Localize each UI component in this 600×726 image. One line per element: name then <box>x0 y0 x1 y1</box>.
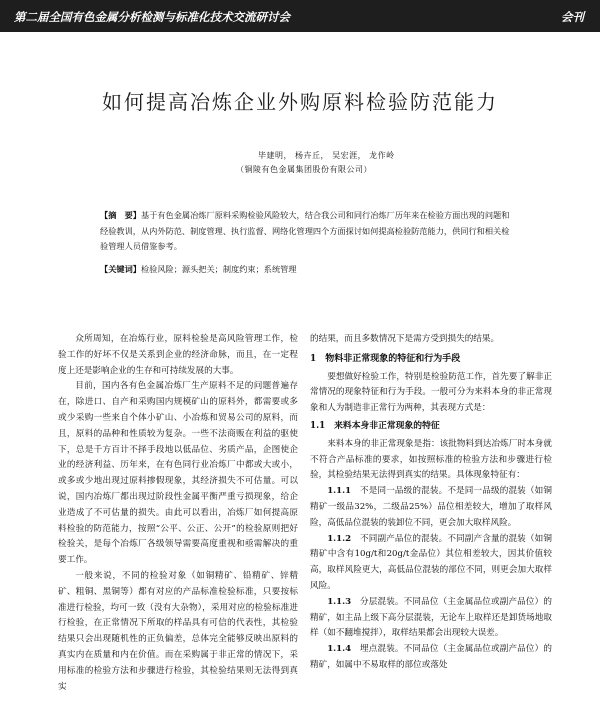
keywords-label: 【关键词】 <box>100 264 141 274</box>
paragraph: 目前，国内各有色金属冶炼厂生产原料不足的问题普遍存在，除进口、自产和采购国内规模矿山的原料外，都需要或多或少采购一些来自个体小矿山、小冶炼和贸易公司的原料，而且，原料的品种和性质较为复杂。一些不法商贩在利益的驱使下，总是千方百计不择手段地以低品位、劣质产品，企图使企业的经济利益、历年来，在有色同行业冶炼厂中都或大或小，或多或少地出现过原料掺假现象，其经济损失不可估量。可以说，国内冶炼厂都出现过阶段性金属平衡严重亏损现象，给企业造成了不可估量的损失。由此可以看出，冶炼厂如何提高原料检验的防范能力，按照“公平、公正、公开”的检验原则把好检验关，是每个冶炼厂各级领导需要高度重视和亟需解决的重要工作。 <box>58 381 298 566</box>
keywords-text: 检验风险；源头把关；制度约束；系统管理 <box>140 264 297 274</box>
affiliation: （铜陵有色金属集团股份有限公司） <box>236 165 372 174</box>
left-column <box>58 332 298 695</box>
paragraph: 众所周知，在冶炼行业，原料检验是高风险管理工作，检验工作的好坏不仅是关系到企业的经济命脉，而且，在一定程度上还是影响企业的生存和可持续发展的大事。 <box>58 334 298 376</box>
subsection-heading: 1.1 来料本身非正常现象的特征 <box>310 420 440 431</box>
list-item: 1.1.3 分层混装。不同品位（主金属品位或副产品位）的精矿，如主品上级下高分层混装，无论车上取样还是卸货场地取样（如不翻堆搅拌），取样结果都会出现较大误差。 <box>310 596 552 639</box>
list-item: 1.1.4 埋点混装。不同品位（主金属品位或副产品位）的精矿，如属中不易取样的部位或落处 <box>310 644 552 670</box>
abstract-label: 【摘 要】 <box>100 210 141 220</box>
conference-name: 第二届全国有色金属分析检测与标准化技术交流研讨会 <box>14 10 290 24</box>
section-label: 会刊 <box>561 10 584 24</box>
list-item: 1.1.2 不同副产品位的混装。不同副产含量的混装（如铜精矿中含有10g/t和20g/t金品位）其位相差较大，因其价值较高，取样风险更大，高低品位混装的部位不同，则更会加大取样风险。 <box>310 533 552 591</box>
paragraph: 的结果，而且多数情况下是需方受到损失的结果。 <box>310 334 500 344</box>
authors: 毕建明， 杨卉丘， 吴宏涯， 龙作岭 <box>258 151 395 160</box>
paragraph: 来料本身的非正常现象是指：该批物料到达冶炼厂时本身就不符合产品标准的要求，如按照标准的检验方法和步骤进行检验，其检验结果无法得到真实的结果。具体现象特征有： <box>310 438 552 481</box>
section-heading: 1 物料非正常现象的特征和行为手段 <box>310 353 461 364</box>
paper-title: 如何提高冶炼企业外购原料检验防范能力 <box>102 90 498 114</box>
running-header <box>0 0 600 32</box>
paragraph: 要想做好检验工作，特别是检验防范工作，首先要了解非正常情况的现象特征和行为手段。一般可分为来料本身的非正常现象和人为制造非正常行为两种，其表现方式是： <box>310 371 552 414</box>
abstract <box>100 208 510 255</box>
abstract-text: 基于有色金属冶炼厂原料采购检验风险较大，结合我公司和同行冶炼厂历年来在检验方面出现的问题和经验教训，从内外防范、制度管理、执行监督、网络化管理四个方面探讨如何提高检验防范能力，供同行和相关检验管理人员借鉴参考。 <box>100 210 510 251</box>
list-item: 1.1.1 不是同一品级的混装。不是同一品级的混装（如铜精矿一级品32%，二级品25%）品位相差较大，增加了取样风险，高低品位混装的装卸位不同，更会加大取样风险。 <box>310 486 552 528</box>
right-column <box>310 332 552 674</box>
paragraph: 一般来说，不同的检验对象（如铜精矿、铅精矿、锌精矿、粗铜、黑铜等）都有对应的产品标准检验标准，只要按标准进行检验，均可一致（没有大杂物），采用对应的检验标准进行检验，在正常情况下所取的样品具有可信的代表性，其检验结果只会出现随机性的正负偏差，总体完全能够反映出原料的真实内在质量和内在价值。而在采购属于非正常的情况下，采用标准的检验方法和步骤进行检验，其检验结果则无法得到真实 <box>58 570 298 692</box>
keywords <box>100 264 520 275</box>
